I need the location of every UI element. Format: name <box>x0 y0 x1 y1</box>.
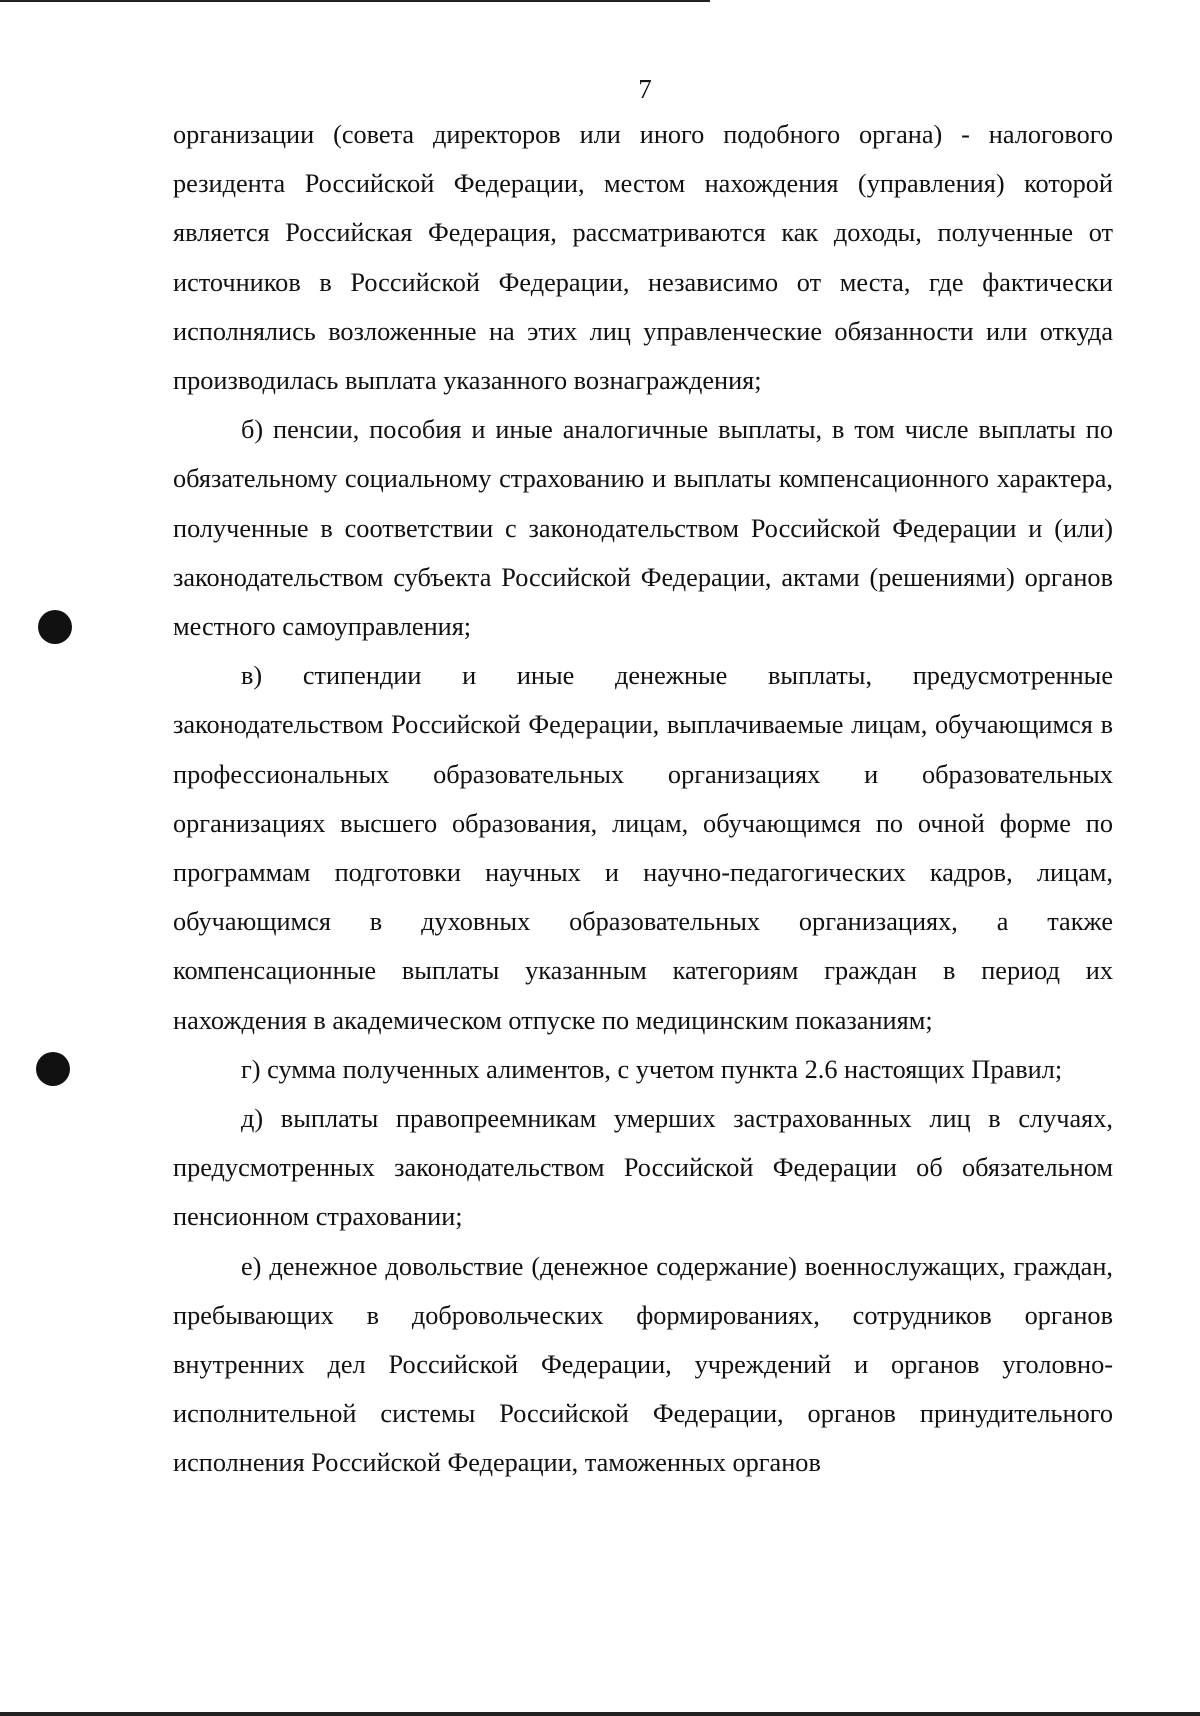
paragraph-b: б) пенсии, пособия и иные аналогичные выплаты, в том числе выплаты по обязательному социальному страхованию и выплаты компенсационного характера, полученные в соответствии с законодательством Российской Федерации и (или) законодательством субъекта Российской Федерации, актами (решениями) органов местного самоуправления; <box>173 415 1113 642</box>
scan-top-edge <box>0 0 710 2</box>
document-body <box>173 110 1113 1488</box>
punch-hole-lower <box>36 1052 70 1086</box>
punch-hole-upper <box>38 610 72 644</box>
paragraph-continuation: организации (совета директоров или иного подобного органа) - налогового резидента Российской Федерации, местом нахождения (управления) которой является Российская Федерация, рассматриваются как доходы, полученные от источников в Российской Федерации, независимо от места, где фактически исполнялись возложенные на этих лиц управленческие обязанности или откуда производилась выплата указанного вознаграждения; <box>173 120 1113 396</box>
paragraph-v: в) стипендии и иные денежные выплаты, предусмотренные законодательством Российской Федерации, выплачиваемые лицам, обучающимся в профессиональных образовательных организациях и образовательных организациях высшего образования, лицам, обучающимся по очной форме по программам подготовки научных и научно-педагогических кадров, лицам, обучающимся в духовных образовательных организациях, а также компенсационные выплаты указанным категориям граждан в период их нахождения в академическом отпуске по медицинским показаниям; <box>173 661 1113 1035</box>
paragraph-e: е) денежное довольствие (денежное содержание) военнослужащих, граждан, пребывающих в добровольческих формированиях, сотрудников органов внутренних дел Российской Федерации, учреждений и органов уголовно-исполнительной системы Российской Федерации, органов принудительного исполнения Российской Федерации, таможенных органов <box>173 1251 1113 1478</box>
scan-bottom-edge <box>0 1712 1200 1716</box>
page-number: 7 <box>638 74 652 104</box>
paragraph-g: г) сумма полученных алиментов, с учетом пункта 2.6 настоящих Правил; <box>241 1054 1063 1084</box>
paragraph-d: д) выплаты правопреемникам умерших застрахованных лиц в случаях, предусмотренных законодательством Российской Федерации об обязательном пенсионном страховании; <box>173 1104 1113 1232</box>
